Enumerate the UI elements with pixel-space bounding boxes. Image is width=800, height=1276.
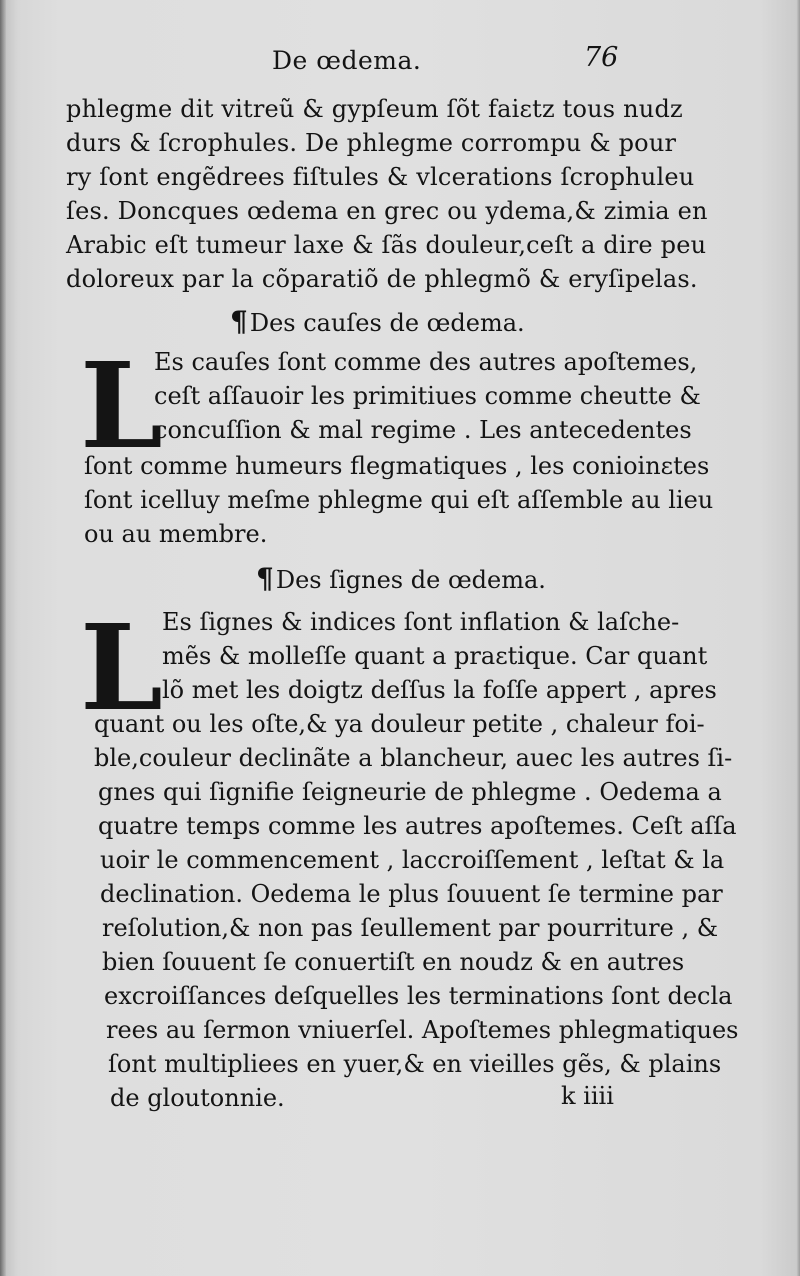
section-heading-text: Des cauſes de œdema. xyxy=(249,309,525,337)
section-heading-signs xyxy=(256,562,546,595)
intro-line: ry ſont engẽdrees fiſtules & vlcerations ſcrophuleu xyxy=(66,163,695,191)
signature-mark: k iiii xyxy=(561,1082,614,1110)
intro-line: ſes. Doncques œdema en grec ou ydema,& zimia en xyxy=(66,197,708,225)
signs-line: Es ſignes & indices ſont inflation & laſche- xyxy=(162,608,680,636)
section-heading-causes xyxy=(230,305,525,338)
signs-line: quant ou les oſte,& ya douleur petite , chaleur foi- xyxy=(94,710,705,738)
signs-line: excroiſſances deſquelles les terminations ſont decla xyxy=(104,982,733,1010)
signs-line: lõ met les doigtz deſſus la foſſe appert , apres xyxy=(162,676,717,704)
causes-line: ou au membre. xyxy=(84,520,268,548)
section-heading-text: Des ſignes de œdema. xyxy=(275,566,546,594)
intro-line: doloreux par la cõparatiõ de phlegmõ & eryſipelas. xyxy=(66,265,698,293)
page-edge-shadow xyxy=(796,0,800,1276)
signs-line: reſolution,& non pas ſeullement par pourriture , & xyxy=(102,914,719,942)
signs-line: uoir le commencement , laccroiſſement , leſtat & la xyxy=(100,846,725,874)
causes-line: concuſſion & mal regime . Les antecedentes xyxy=(154,416,692,444)
drop-cap-initial: L xyxy=(80,598,163,737)
signs-line: de gloutonnie. xyxy=(110,1084,285,1112)
signs-line: bien ſouuent ſe conuertiſt en noudz & en autres xyxy=(102,948,685,976)
drop-cap-initial: L xyxy=(80,336,163,475)
causes-line: Es cauſes ſont comme des autres apoſtemes, xyxy=(154,348,698,376)
intro-line: durs & ſcrophules. De phlegme corrompu & pour xyxy=(66,129,677,157)
signs-line: declination. Oedema le plus ſouuent ſe termine par xyxy=(100,880,723,908)
signs-line: ble,couleur declinãte a blancheur, auec les autres ſi- xyxy=(94,744,733,772)
running-head: De œdema. xyxy=(272,46,422,75)
intro-line: Arabic eſt tumeur laxe & ſãs douleur,ceſt a dire peu xyxy=(66,231,707,259)
folio-number: 76 xyxy=(584,42,619,73)
causes-line: ceſt aſſauoir les primitiues comme cheutte & xyxy=(154,382,701,410)
signs-line: gnes qui ſignifie ſeigneurie de phlegme . Oedema a xyxy=(98,778,722,806)
causes-line: ſont comme humeurs flegmatiques , les conioinɛtes xyxy=(84,452,710,480)
pilcrow-icon: ¶ xyxy=(256,562,274,595)
signs-line: ſont multipliees en yuer,& en vieilles gẽs, & plains xyxy=(108,1050,722,1078)
signs-line: quatre temps comme les autres apoſtemes. Ceſt aſſa xyxy=(98,812,737,840)
intro-line: phlegme dit vitreũ & gypſeum ſõt faiɛtz tous nudz xyxy=(66,95,683,123)
signs-line: rees au ſermon vniuerſel. Apoſtemes phlegmatiques xyxy=(106,1016,739,1044)
page-gutter-shadow xyxy=(0,0,6,1276)
pilcrow-icon: ¶ xyxy=(230,305,248,338)
signs-line: mẽs & molleſſe quant a praɛtique. Car quant xyxy=(162,642,708,670)
causes-line: ſont icelluy meſme phlegme qui eſt aſſemble au lieu xyxy=(84,486,714,514)
